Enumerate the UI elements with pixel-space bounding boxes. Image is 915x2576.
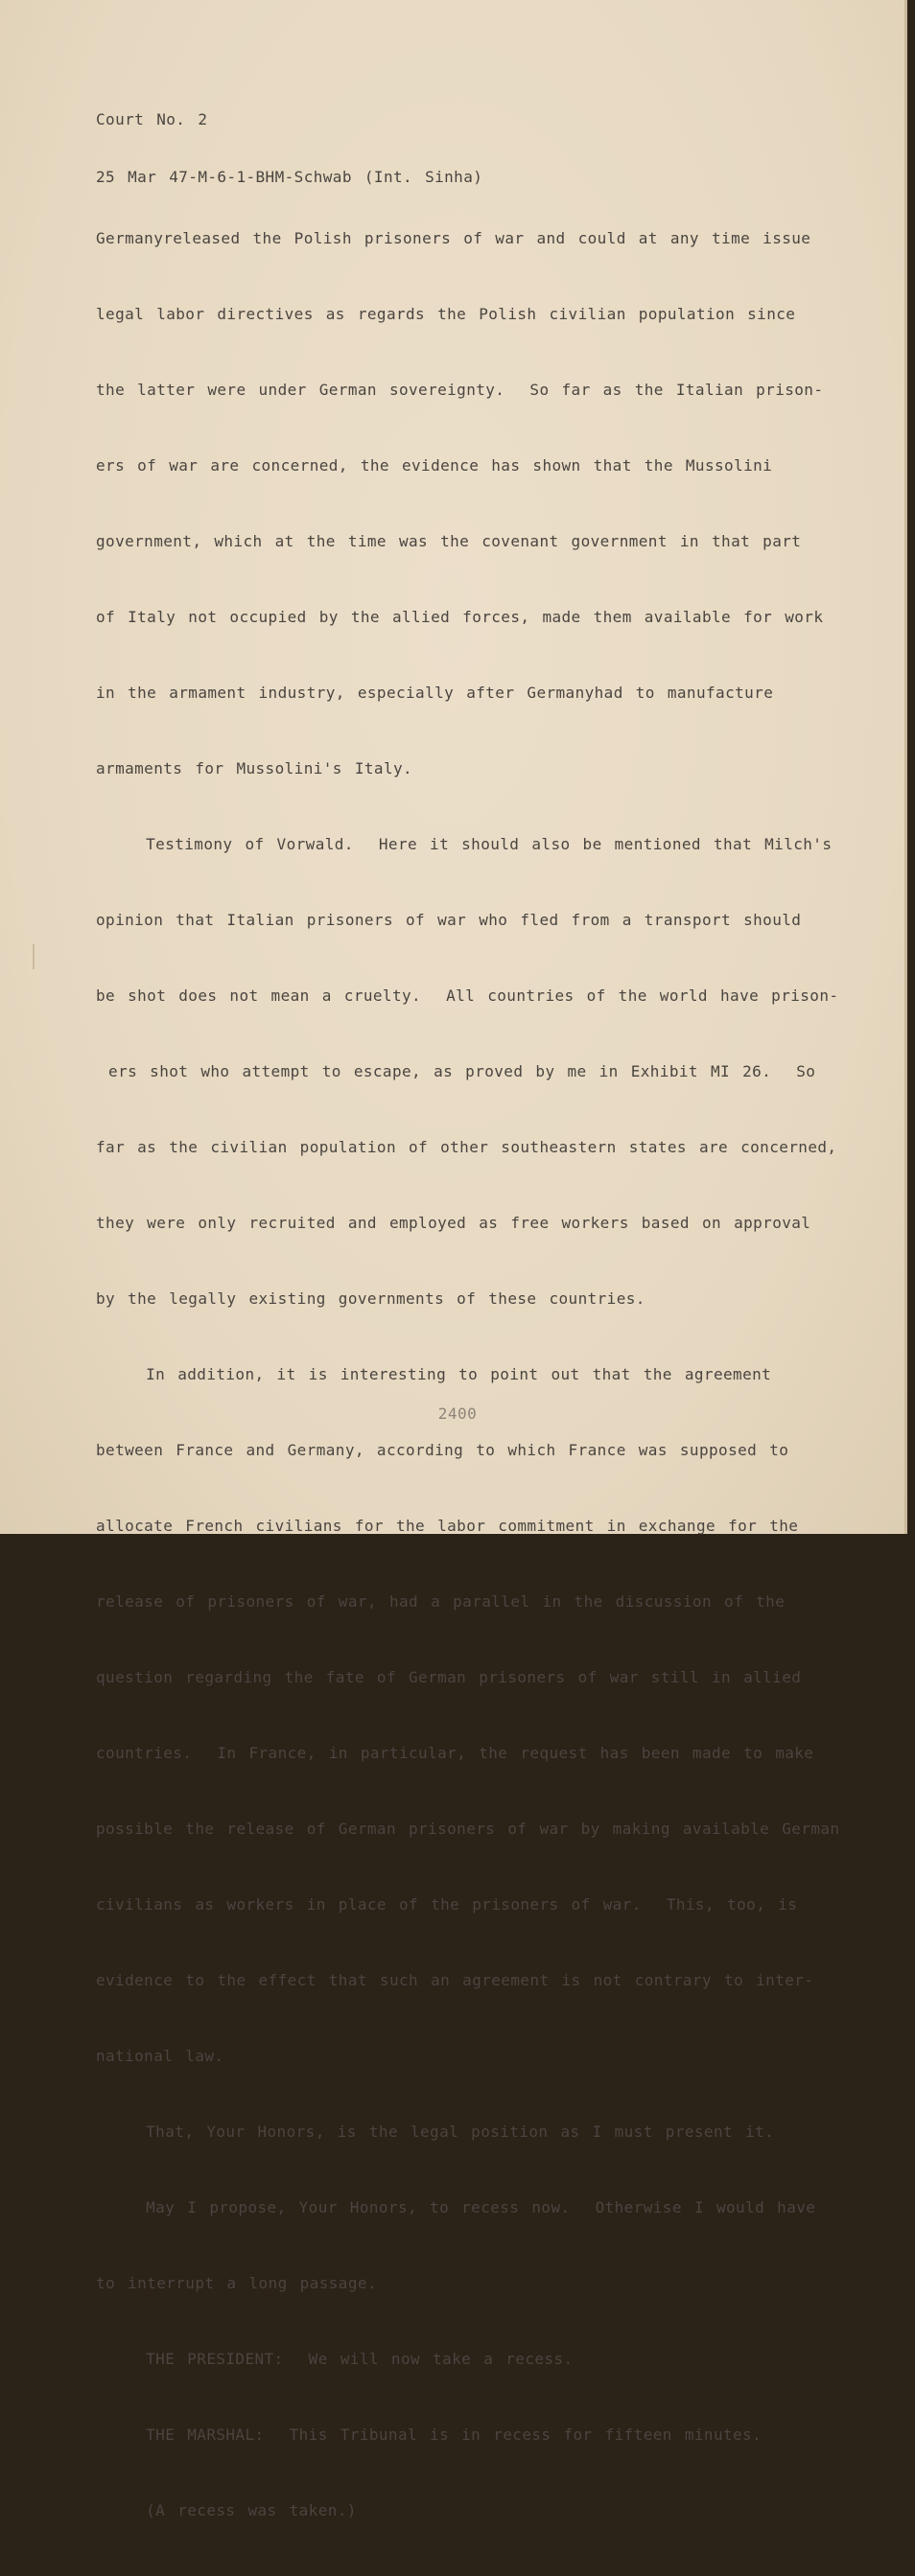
transcript-line: by the legally existing governments of these countries. (96, 1289, 645, 1308)
transcript-line: THE MARSHAL: This Tribunal is in recess for fifteen minutes. (96, 2425, 762, 2444)
transcript-line: That, Your Honors, is the legal position as I must present it. (96, 2123, 775, 2141)
transcript-line: legal labor directives as regards the Polish civilian population since (96, 305, 796, 323)
transcript-line: (A recess was taken.) (96, 2501, 357, 2519)
transcript-line: of Italy not occupied by the allied forces, made them available for work (96, 608, 824, 626)
transcript-line: civilians as workers in place of the prisoners of war. This, too, is (96, 1895, 798, 1914)
transcript-line: ers shot who attempt to escape, as proved by me in Exhibit MI 26. So (96, 1062, 816, 1080)
transcript-line: May I propose, Your Honors, to recess now. Otherwise I would have (96, 2198, 816, 2216)
paper-edge-mark (33, 944, 35, 969)
transcript-line: countries. In France, in particular, the request has been made to make (96, 1744, 814, 1762)
transcript-line: question regarding the fate of German prisoners of war still in allied (96, 1668, 802, 1686)
transcript-line: to interrupt a long passage. (96, 2274, 377, 2292)
transcript-line: evidence to the effect that such an agreement is not contrary to inter- (96, 1971, 814, 1989)
transcript-line: allocate French civilians for the labor commitment in exchange for the (96, 1517, 799, 1535)
transcript-body (96, 192, 839, 2576)
transcript-line: far as the civilian population of other southeastern states are concerned, (96, 1138, 837, 1156)
transcript-line: THE PRESIDENT: We will now take a recess. (96, 2350, 574, 2368)
transcript-line: they were only recruited and employed as free workers based on approval (96, 1214, 811, 1232)
transcript-line: be shot does not mean a cruelty. All countries of the world have prison- (96, 986, 839, 1005)
transcript-line: release of prisoners of war, had a parallel in the discussion of the (96, 1592, 786, 1611)
transcript-line: armaments for Mussolini's Italy. (96, 759, 413, 777)
transcript-line: national law. (96, 2047, 224, 2065)
transcript-line: possible the release of German prisoners of war by making available German (96, 1820, 840, 1838)
transcript-line: Germanyreleased the Polish prisoners of war and could at any time issue (96, 229, 811, 247)
transcript-line: government, which at the time was the covenant government in that part (96, 532, 802, 550)
court-number: Court No. 2 (96, 110, 208, 128)
transcript-line: Testimony of Vorwald. Here it should also be mentioned that Milch's (96, 835, 833, 853)
transcript-line: opinion that Italian prisoners of war who fled from a transport should (96, 911, 802, 929)
session-reference: 25 Mar 47-M-6-1-BHM-Schwab (Int. Sinha) (96, 168, 483, 186)
page-number: 2400 (437, 1404, 478, 1423)
transcript-line: between France and Germany, according to which France was supposed to (96, 1441, 789, 1459)
transcript-line: In addition, it is interesting to point out that the agreement (96, 1365, 772, 1383)
transcript-line: the latter were under German sovereignty. So far as the Italian prison- (96, 381, 824, 399)
transcript-line: in the armament industry, especially after Germanyhad to manufacture (96, 684, 774, 702)
transcript-line: ers of war are concerned, the evidence has shown that the Mussolini (96, 456, 773, 475)
